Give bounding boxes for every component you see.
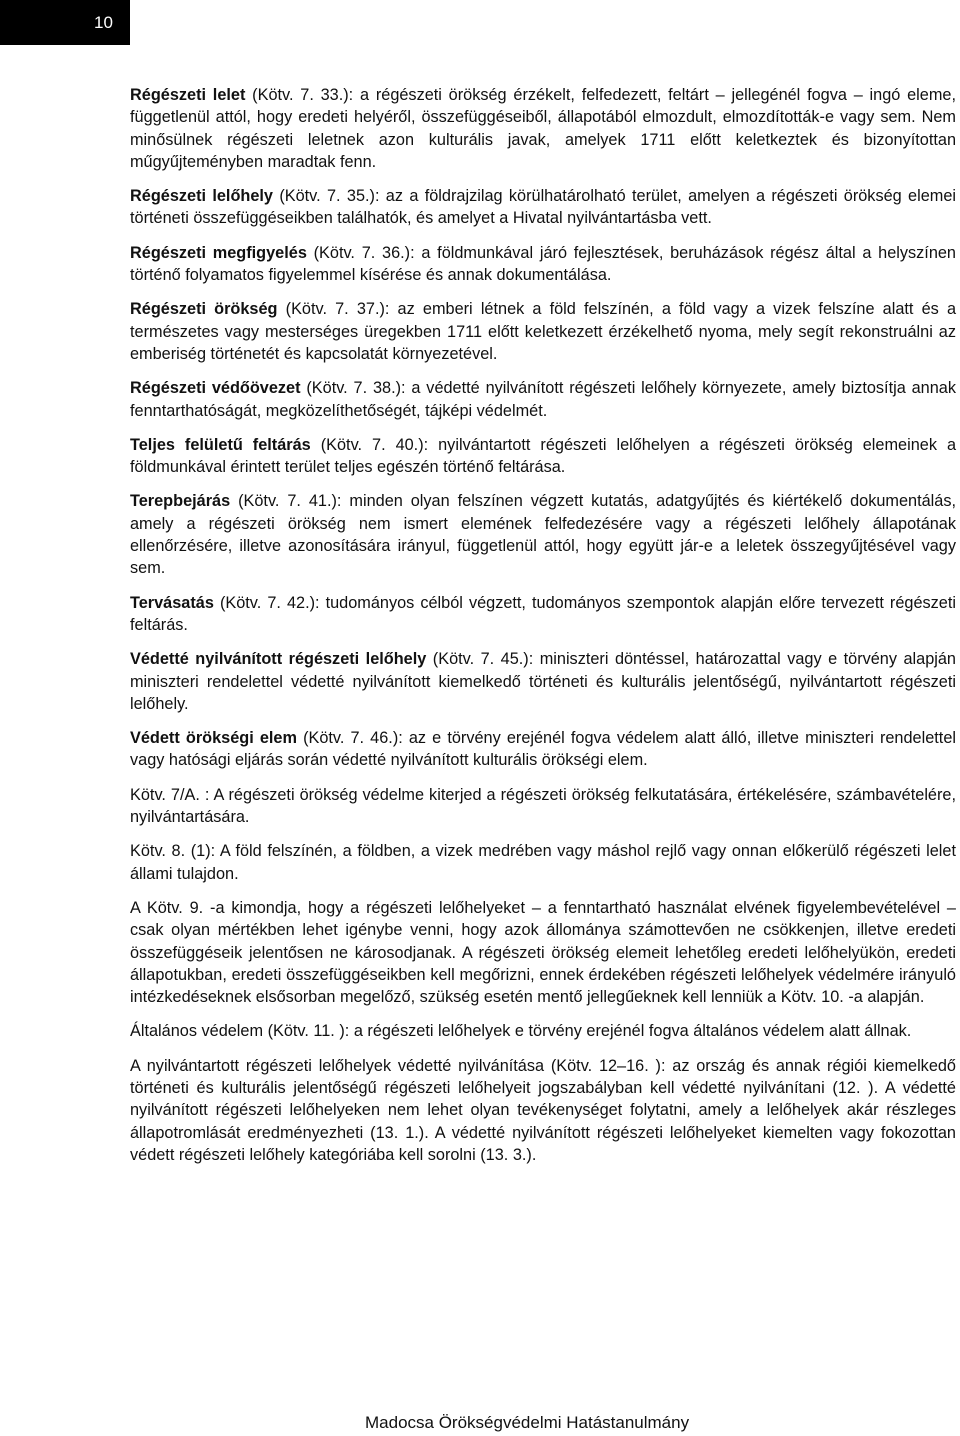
paragraph-text: Kötv. 7/A. : A régészeti örökség védelme kiterjed a régészeti örökség felkutatására, értékelésére, számbavételére, nyilvántartására. [130,785,956,827]
definition-text: (Kötv. 7. 41.): minden olyan felszínen végzett kutatás, adatgyűjtés és kiértékelő dokumentálás, amely a régészeti örökség nem ismert elemének felfedezésére vagy a régészeti lelőhely állapotának ellenőrzésére, illetve azonosítására irányul, függetlenül attól, hogy együtt jár-e a leletek összegyűjtésével vagy sem. [130,492,956,578]
term-label: Teljes felületű feltárás [130,435,311,454]
paragraph-altalanos-vedelem [130,1020,956,1042]
definition-text: (Kötv. 7. 42.): tudományos célból végzett, tudományos szempontok alapján előre tervezett régészeti feltárás. [130,593,956,634]
paragraph-text: Általános védelem (Kötv. 11. ): a régészeti lelőhelyek e törvény erejénél fogva általános védelem alatt állnak. [130,1022,912,1041]
definition-regeszeti-lelohely [130,185,956,230]
term-label: Régészeti lelet [130,86,246,104]
definition-text: (Kötv. 7. 45.): miniszteri döntéssel, határozattal vagy e törvény alapján miniszteri rendelettel védetté nyilvánított kiemelkedő történeti és kulturális jelentőségű, nyilvántartott régészeti lelőhely. [130,650,956,713]
definition-text: (Kötv. 7. 36.): a földmunkával járó fejlesztések, beruházások régész által a helyszínen történő folyamatos figyelemmel kísérése és annak dokumentálása. [130,243,956,285]
term-label: Terepbejárás [130,492,231,511]
page-footer: Madocsa Örökségvédelmi Hatástanulmány [365,1413,690,1432]
page-number: 10 [0,0,130,45]
definition-text: (Kötv. 7. 33.): a régészeti örökség érzékelt, felfedezett, feltárt – jellegénél fogva – ingó eleme, függetlenül attól, hogy eredeti helyéről, összefüggéseiből, állapotából elmozdult, elmozdították-e vagy sem. Nem minősülnek régészeti leletnek azon kulturális javak, amelyek 1711 előtt keletkeztek és bizonyítottan műgyűjteményben maradtak fenn. [130,86,956,171]
definition-text: (Kötv. 7. 38.): a védetté nyilvánított régészeti lelőhely környezete, amely biztosítja annak fenntarthatóságát, megközelíthetőségét, tájképi védelmét. [130,379,956,420]
term-label: Régészeti megfigyelés [130,243,307,262]
term-label: Tervásatás [130,593,214,612]
document-body [130,84,956,1178]
definition-teljes-feluletu-feltaras [130,434,956,479]
definition-regeszeti-lelet [130,84,956,173]
paragraph-text: A Kötv. 9. -a kimondja, hogy a régészeti lelőhelyeket – a fenntartható használat elvének figyelembevételével – csak olyan mértékben lehet igénybe venni, hogy azok állománya számottevően ne csökkenjen, illetve eredeti összefüggéseik jelentősen ne károsodjanak. A régészeti örökség elemeit lehetőleg eredeti lelőhelyükön, eredeti állapotukban, eredeti összefüggéseikben kell megőrizni, ennek érdekében régészeti lelőhelyek védelmére irányuló intézkedéseknek elsősorban megelőző, szükség esetén mentő jellegűeknek kell lenniük a Kötv. 10. -a alapján. [130,898,956,1007]
definition-vedett-oroksegi-elem [130,727,956,772]
term-label: Régészeti védőövezet [130,379,301,398]
definition-text: (Kötv. 7. 37.): az emberi létnek a föld felszínén, a föld vagy a vizek felszíne alatt és a természetes vagy mesterséges üregekben 1711 előtt keletkezett érzékelhető nyoma, mely segít rekonstruálni az emberiség történetét és kapcsolatát környezetével. [130,300,956,363]
paragraph-kotv-8 [130,840,956,885]
definition-regeszeti-vedoovezet [130,377,956,422]
definition-tervasatas [130,592,956,637]
definition-regeszeti-orokseg [130,298,956,365]
paragraph-kotv-9 [130,897,956,1008]
term-label: Védett örökségi elem [130,729,297,748]
definition-vedette-nyilvanitott-lelohely [130,648,956,715]
definition-text: (Kötv. 7. 40.): nyilvántartott régészeti lelőhelyen a régészeti örökség elemeinek a földmunkával érintett terület teljes egészén történő feltárása. [130,435,956,477]
definition-terepbejaras [130,490,956,579]
definition-text: (Kötv. 7. 46.): az e törvény erejénél fogva védelem alatt álló, illetve miniszteri rendelettel vagy hatósági eljárás során védetté nyilvánított kulturális örökségi elem. [130,729,956,770]
term-label: Régészeti lelőhely [130,187,273,206]
paragraph-text: Kötv. 8. (1): A föld felszínén, a földben, a vizek medrében vagy máshol rejlő vagy onnan előkerülő régészeti lelet állami tulajdon. [130,842,956,883]
paragraph-vedette-nyilvanitas [130,1055,956,1166]
paragraph-kotv-7a [130,784,956,829]
paragraph-text: A nyilvántartott régészeti lelőhelyek védetté nyilvánítása (Kötv. 12–16. ): az ország és annak régiói kiemelkedő történeti és kulturális jelentőségű régészeti lelőhelyeit jogszabályban kell védetté nyilvánítani (12. ). A védetté nyilvánított régészeti lelőhelyeken nem lehet olyan tevékenységet folytatni, amely a lelőhelyek akár részleges állapotromlását eredményezheti (13. 1.). A védetté nyilvánított régészeti lelőhelyeket kiemelten vagy fokozottan védett régészeti lelőhely kategóriába kell sorolni (13. 3.). [130,1056,956,1164]
term-label: Régészeti örökség [130,300,278,319]
term-label: Védetté nyilvánított régészeti lelőhely [130,650,427,669]
definition-text: (Kötv. 7. 35.): az a földrajzilag körülhatárolható terület, amelyen a régészeti örökség elemei történeti összefüggéseikben találhatók, és amelyet a Hivatal nyilvántartásba vett. [130,187,956,228]
definition-regeszeti-megfigyeles [130,242,956,287]
